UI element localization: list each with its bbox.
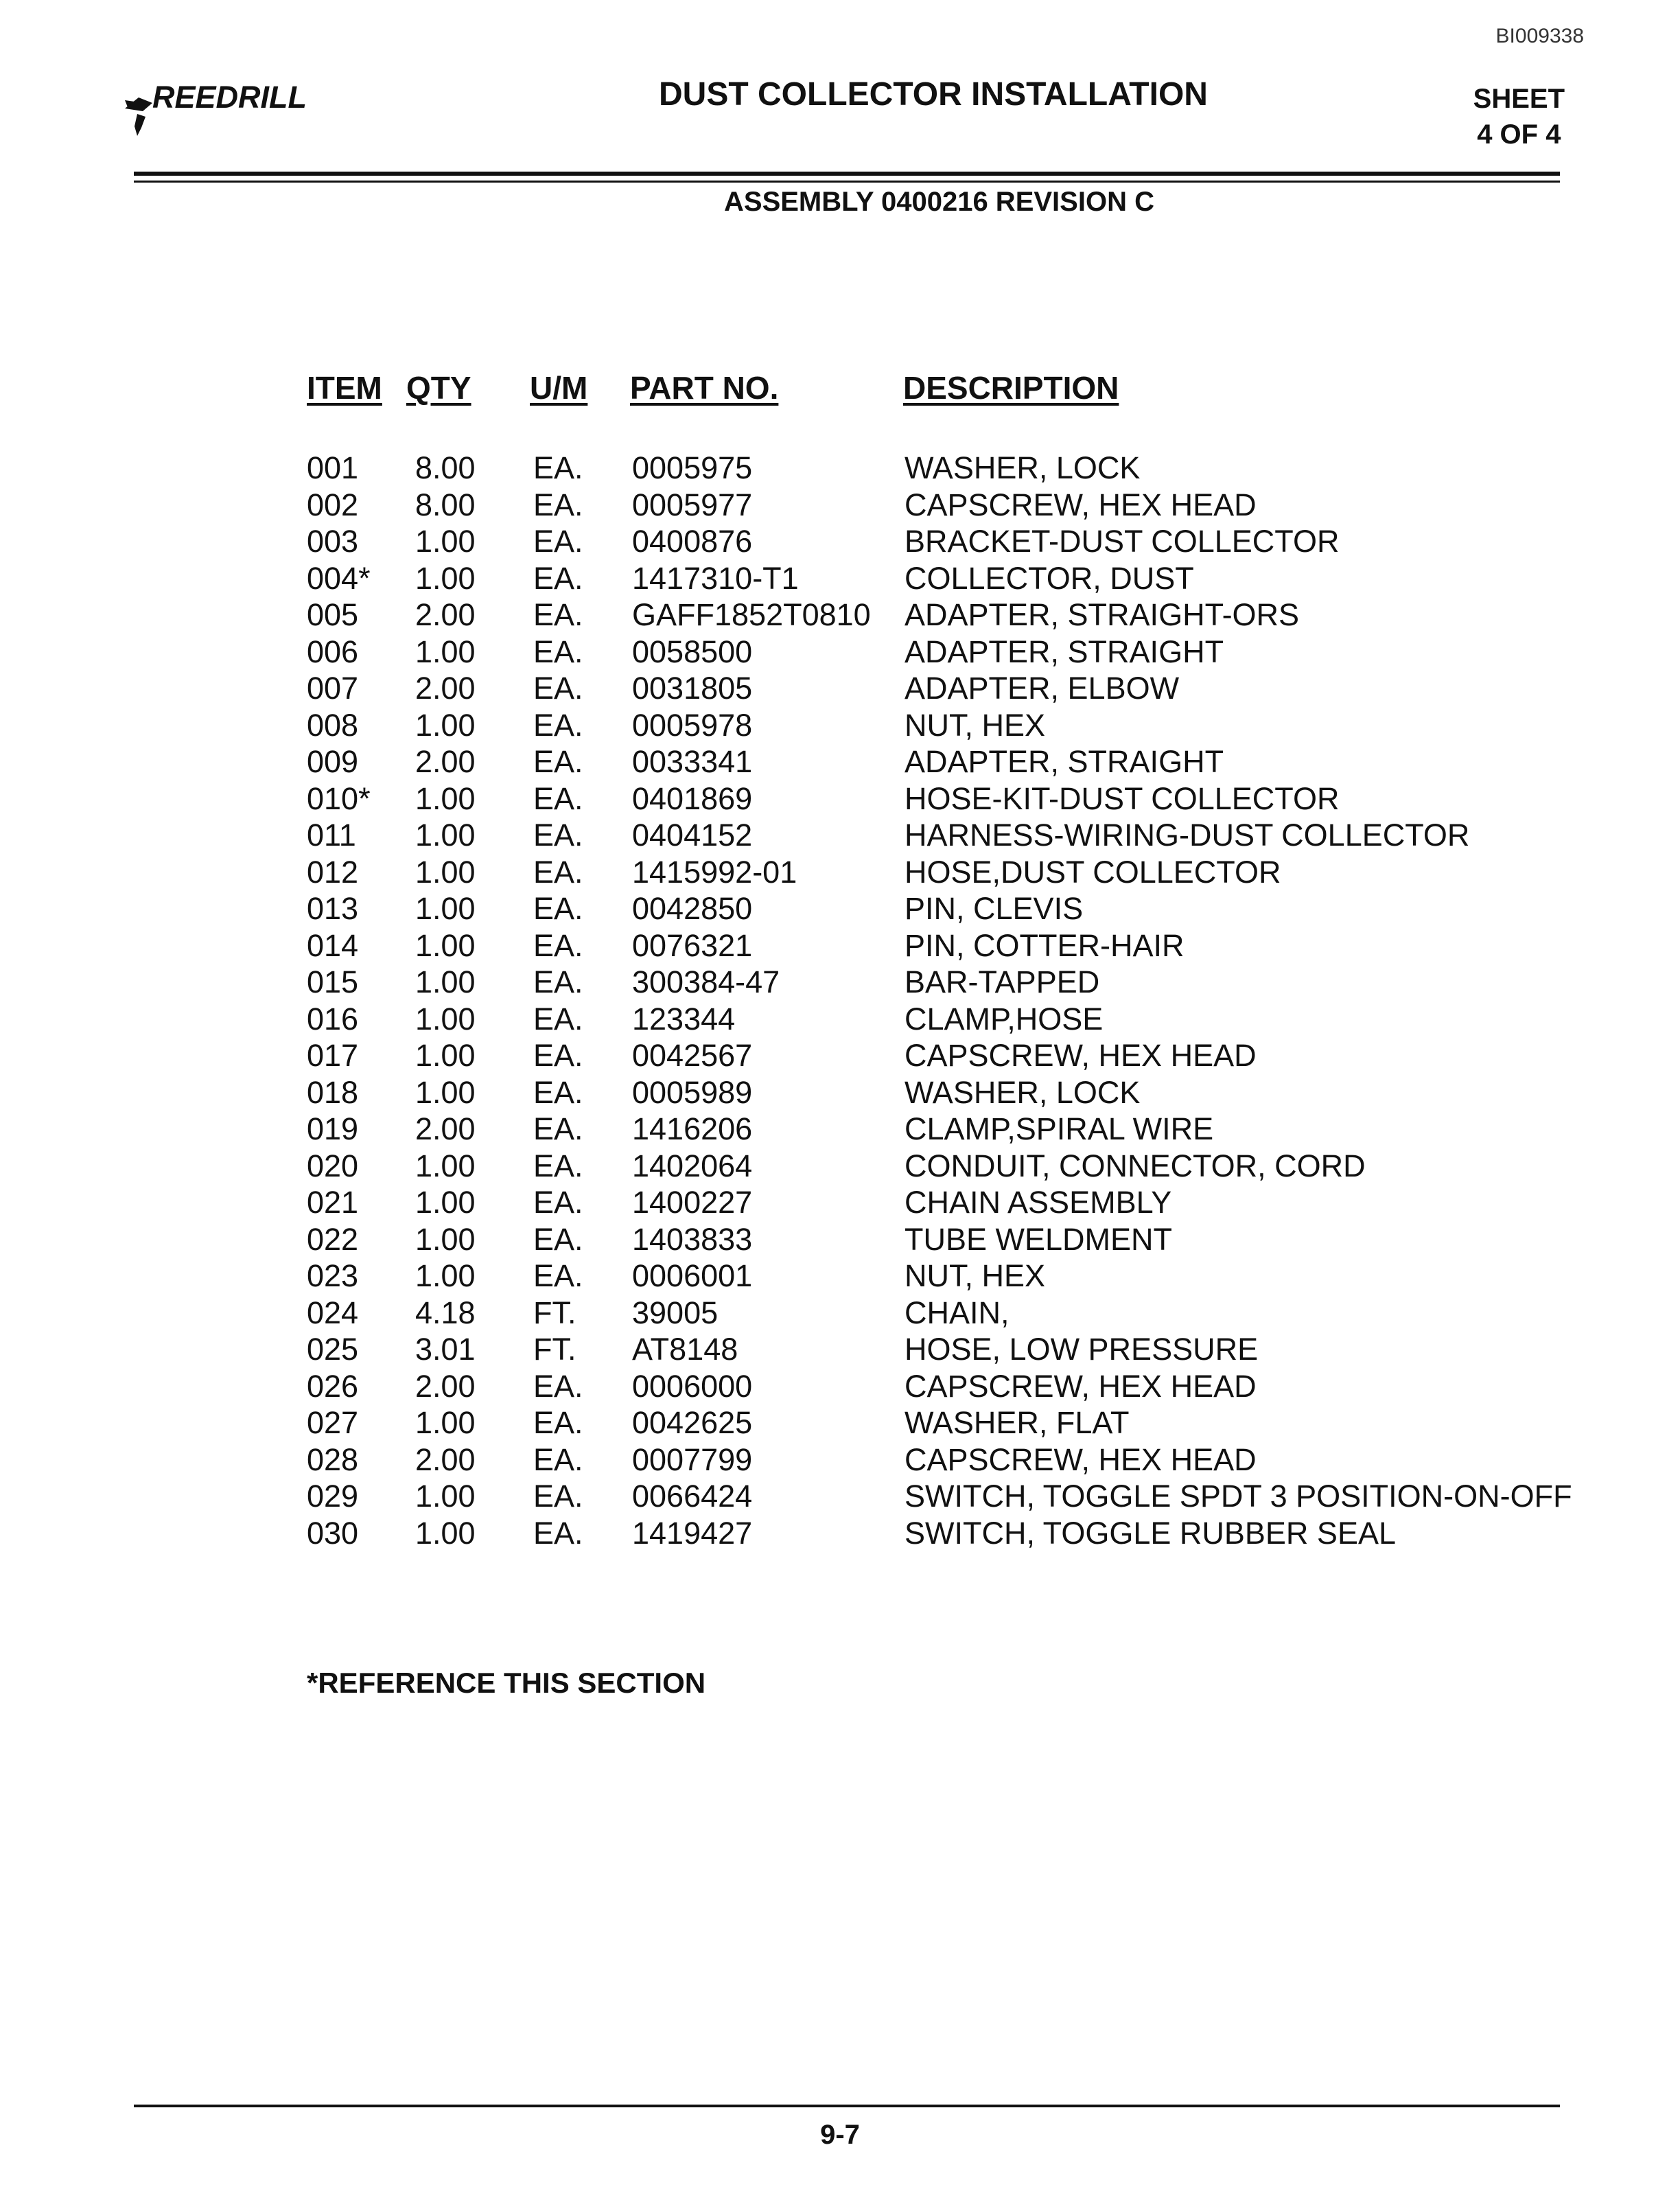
um-cell: EA. bbox=[533, 1221, 583, 1257]
description-cell: HOSE-KIT-DUST COLLECTOR bbox=[905, 780, 1340, 816]
qty-cell: 1.00 bbox=[415, 1148, 476, 1183]
qty-cell: 1.00 bbox=[415, 1405, 476, 1440]
item-cell: 025 bbox=[307, 1332, 359, 1367]
qty-cell: 1.00 bbox=[415, 1479, 476, 1514]
part-number-cell: 300384-47 bbox=[632, 964, 780, 999]
qty-cell: 1.00 bbox=[415, 1515, 476, 1551]
qty-cell: 8.00 bbox=[415, 450, 476, 485]
description-cell: BAR-TAPPED bbox=[905, 964, 1100, 999]
part-number-cell: 0042850 bbox=[632, 891, 753, 926]
qty-cell: 1.00 bbox=[415, 854, 476, 890]
qty-cell: 1.00 bbox=[415, 1074, 476, 1110]
um-cell: EA. bbox=[533, 560, 583, 596]
item-cell: 011 bbox=[307, 818, 356, 853]
um-cell: EA. bbox=[533, 1368, 583, 1404]
description-cell: SWITCH, TOGGLE SPDT 3 POSITION-ON-OFF bbox=[905, 1479, 1572, 1514]
um-cell: EA. bbox=[533, 1074, 583, 1110]
part-number-cell: 1403833 bbox=[632, 1221, 753, 1257]
um-cell: EA. bbox=[533, 671, 583, 706]
um-cell: EA. bbox=[533, 707, 583, 743]
description-cell: NUT, HEX bbox=[905, 1258, 1046, 1293]
part-number-cell: 0005975 bbox=[632, 450, 753, 485]
item-cell: 028 bbox=[307, 1441, 359, 1477]
um-cell: EA. bbox=[533, 1441, 583, 1477]
description-cell: PIN, COTTER-HAIR bbox=[905, 927, 1185, 963]
item-cell: 002 bbox=[307, 487, 359, 522]
description-cell: NUT, HEX bbox=[905, 707, 1046, 743]
part-number-cell: 0401869 bbox=[632, 780, 753, 816]
um-cell: EA. bbox=[533, 927, 583, 963]
part-number-cell: 1415992-01 bbox=[632, 854, 797, 890]
column-header-part-no: PART NO. bbox=[630, 370, 779, 406]
part-number-cell: 0007799 bbox=[632, 1441, 753, 1477]
qty-cell: 2.00 bbox=[415, 671, 476, 706]
qty-cell: 1.00 bbox=[415, 560, 476, 596]
part-number-cell: 1419427 bbox=[632, 1515, 753, 1551]
description-cell: CLAMP,HOSE bbox=[905, 1001, 1104, 1036]
item-cell: 013 bbox=[307, 891, 359, 926]
description-cell: HARNESS-WIRING-DUST COLLECTOR bbox=[905, 818, 1470, 853]
item-cell: 019 bbox=[307, 1111, 359, 1146]
um-cell: EA. bbox=[533, 744, 583, 779]
item-cell: 004* bbox=[307, 560, 371, 596]
qty-cell: 1.00 bbox=[415, 707, 476, 743]
item-cell: 014 bbox=[307, 927, 359, 963]
qty-cell: 1.00 bbox=[415, 1001, 476, 1036]
part-number-cell: 0006000 bbox=[632, 1368, 753, 1404]
qty-cell: 1.00 bbox=[415, 891, 476, 926]
um-cell: EA. bbox=[533, 964, 583, 999]
um-cell: EA. bbox=[533, 854, 583, 890]
description-cell: WASHER, LOCK bbox=[905, 1074, 1141, 1110]
part-number-cell: 0042625 bbox=[632, 1405, 753, 1440]
part-number-cell: 0005978 bbox=[632, 707, 753, 743]
item-cell: 001 bbox=[307, 450, 359, 485]
column-header-qty: QTY bbox=[406, 370, 471, 406]
um-cell: EA. bbox=[533, 1258, 583, 1293]
um-cell: FT. bbox=[533, 1332, 576, 1367]
item-cell: 021 bbox=[307, 1185, 359, 1220]
part-number-cell: AT8148 bbox=[632, 1332, 738, 1367]
part-number-cell: 0033341 bbox=[632, 744, 753, 779]
qty-cell: 2.00 bbox=[415, 1111, 476, 1146]
um-cell: EA. bbox=[533, 450, 583, 485]
description-cell: PIN, CLEVIS bbox=[905, 891, 1084, 926]
description-cell: ADAPTER, ELBOW bbox=[905, 671, 1180, 706]
drill-bit-icon bbox=[122, 77, 155, 139]
um-cell: EA. bbox=[533, 1515, 583, 1551]
description-cell: CHAIN ASSEMBLY bbox=[905, 1185, 1172, 1220]
description-cell: CAPSCREW, HEX HEAD bbox=[905, 1038, 1257, 1073]
footnote: *REFERENCE THIS SECTION bbox=[307, 1667, 706, 1699]
description-cell: SWITCH, TOGGLE RUBBER SEAL bbox=[905, 1515, 1397, 1551]
header-rule-thin bbox=[134, 181, 1560, 183]
um-cell: EA. bbox=[533, 818, 583, 853]
logo-text: REEDRILL bbox=[152, 80, 307, 115]
item-cell: 015 bbox=[307, 964, 359, 999]
part-number-cell: 0058500 bbox=[632, 634, 753, 669]
footer-rule bbox=[134, 2105, 1560, 2107]
item-cell: 029 bbox=[307, 1479, 359, 1514]
part-number-cell: 1416206 bbox=[632, 1111, 753, 1146]
description-cell: CAPSCREW, HEX HEAD bbox=[905, 1368, 1257, 1404]
sheet-value: 4 OF 4 bbox=[1477, 119, 1561, 150]
item-cell: 005 bbox=[307, 597, 359, 632]
item-cell: 006 bbox=[307, 634, 359, 669]
qty-cell: 4.18 bbox=[415, 1295, 476, 1330]
qty-cell: 1.00 bbox=[415, 818, 476, 853]
item-cell: 018 bbox=[307, 1074, 359, 1110]
um-cell: EA. bbox=[533, 1185, 583, 1220]
item-cell: 030 bbox=[307, 1515, 359, 1551]
description-cell: COLLECTOR, DUST bbox=[905, 560, 1194, 596]
part-number-cell: 0042567 bbox=[632, 1038, 753, 1073]
description-cell: WASHER, FLAT bbox=[905, 1405, 1130, 1440]
um-cell: EA. bbox=[533, 1038, 583, 1073]
qty-cell: 1.00 bbox=[415, 1221, 476, 1257]
item-cell: 023 bbox=[307, 1258, 359, 1293]
um-cell: FT. bbox=[533, 1295, 576, 1330]
item-cell: 020 bbox=[307, 1148, 359, 1183]
um-cell: EA. bbox=[533, 597, 583, 632]
um-cell: EA. bbox=[533, 524, 583, 559]
item-cell: 016 bbox=[307, 1001, 359, 1036]
part-number-cell: 1402064 bbox=[632, 1148, 753, 1183]
qty-cell: 1.00 bbox=[415, 524, 476, 559]
description-cell: HOSE,DUST COLLECTOR bbox=[905, 854, 1281, 890]
part-number-cell: 1400227 bbox=[632, 1185, 753, 1220]
qty-cell: 2.00 bbox=[415, 1441, 476, 1477]
column-header-item: ITEM bbox=[307, 370, 382, 406]
description-cell: CONDUIT, CONNECTOR, CORD bbox=[905, 1148, 1366, 1183]
item-cell: 010* bbox=[307, 780, 371, 816]
description-cell: TUBE WELDMENT bbox=[905, 1221, 1173, 1257]
part-number-cell: 0404152 bbox=[632, 818, 753, 853]
assembly-revision: ASSEMBLY 0400216 REVISION C bbox=[724, 187, 1154, 217]
um-cell: EA. bbox=[533, 1405, 583, 1440]
um-cell: EA. bbox=[533, 891, 583, 926]
part-number-cell: GAFF1852T0810 bbox=[632, 597, 871, 632]
qty-cell: 1.00 bbox=[415, 634, 476, 669]
part-number-cell: 1417310-T1 bbox=[632, 560, 799, 596]
page-number: 9-7 bbox=[820, 2120, 860, 2150]
column-header-description: DESCRIPTION bbox=[903, 370, 1119, 406]
description-cell: CAPSCREW, HEX HEAD bbox=[905, 1441, 1257, 1477]
qty-cell: 1.00 bbox=[415, 964, 476, 999]
description-cell: CLAMP,SPIRAL WIRE bbox=[905, 1111, 1214, 1146]
part-number-cell: 0031805 bbox=[632, 671, 753, 706]
column-header-um: U/M bbox=[530, 370, 588, 406]
qty-cell: 2.00 bbox=[415, 597, 476, 632]
qty-cell: 1.00 bbox=[415, 780, 476, 816]
part-number-cell: 0400876 bbox=[632, 524, 753, 559]
um-cell: EA. bbox=[533, 634, 583, 669]
um-cell: EA. bbox=[533, 780, 583, 816]
header-rule-thick bbox=[134, 172, 1560, 176]
um-cell: EA. bbox=[533, 1148, 583, 1183]
part-number-cell: 0006001 bbox=[632, 1258, 753, 1293]
part-number-cell: 0005989 bbox=[632, 1074, 753, 1110]
qty-cell: 2.00 bbox=[415, 744, 476, 779]
qty-cell: 1.00 bbox=[415, 927, 476, 963]
page-title: DUST COLLECTOR INSTALLATION bbox=[659, 76, 1208, 113]
um-cell: EA. bbox=[533, 487, 583, 522]
item-cell: 024 bbox=[307, 1295, 359, 1330]
description-cell: WASHER, LOCK bbox=[905, 450, 1141, 485]
description-cell: ADAPTER, STRAIGHT bbox=[905, 744, 1224, 779]
part-number-cell: 123344 bbox=[632, 1001, 736, 1036]
company-logo bbox=[122, 77, 349, 139]
qty-cell: 3.01 bbox=[415, 1332, 476, 1367]
part-number-cell: 39005 bbox=[632, 1295, 719, 1330]
description-cell: ADAPTER, STRAIGHT-ORS bbox=[905, 597, 1300, 632]
qty-cell: 1.00 bbox=[415, 1038, 476, 1073]
qty-cell: 2.00 bbox=[415, 1368, 476, 1404]
item-cell: 022 bbox=[307, 1221, 359, 1257]
um-cell: EA. bbox=[533, 1001, 583, 1036]
item-cell: 012 bbox=[307, 854, 359, 890]
sheet-indicator bbox=[1473, 81, 1565, 152]
item-cell: 026 bbox=[307, 1368, 359, 1404]
description-cell: ADAPTER, STRAIGHT bbox=[905, 634, 1224, 669]
part-number-cell: 0076321 bbox=[632, 927, 753, 963]
qty-cell: 1.00 bbox=[415, 1185, 476, 1220]
description-cell: CHAIN, bbox=[905, 1295, 1010, 1330]
description-cell: BRACKET-DUST COLLECTOR bbox=[905, 524, 1340, 559]
qty-cell: 8.00 bbox=[415, 487, 476, 522]
item-cell: 007 bbox=[307, 671, 359, 706]
document-id: BI009338 bbox=[1495, 25, 1584, 47]
item-cell: 003 bbox=[307, 524, 359, 559]
um-cell: EA. bbox=[533, 1111, 583, 1146]
qty-cell: 1.00 bbox=[415, 1258, 476, 1293]
um-cell: EA. bbox=[533, 1479, 583, 1514]
part-number-cell: 0005977 bbox=[632, 487, 753, 522]
item-cell: 027 bbox=[307, 1405, 359, 1440]
description-cell: HOSE, LOW PRESSURE bbox=[905, 1332, 1259, 1367]
part-number-cell: 0066424 bbox=[632, 1479, 753, 1514]
description-cell: CAPSCREW, HEX HEAD bbox=[905, 487, 1257, 522]
item-cell: 008 bbox=[307, 707, 359, 743]
sheet-label: SHEET bbox=[1473, 84, 1565, 114]
item-cell: 017 bbox=[307, 1038, 359, 1073]
item-cell: 009 bbox=[307, 744, 359, 779]
